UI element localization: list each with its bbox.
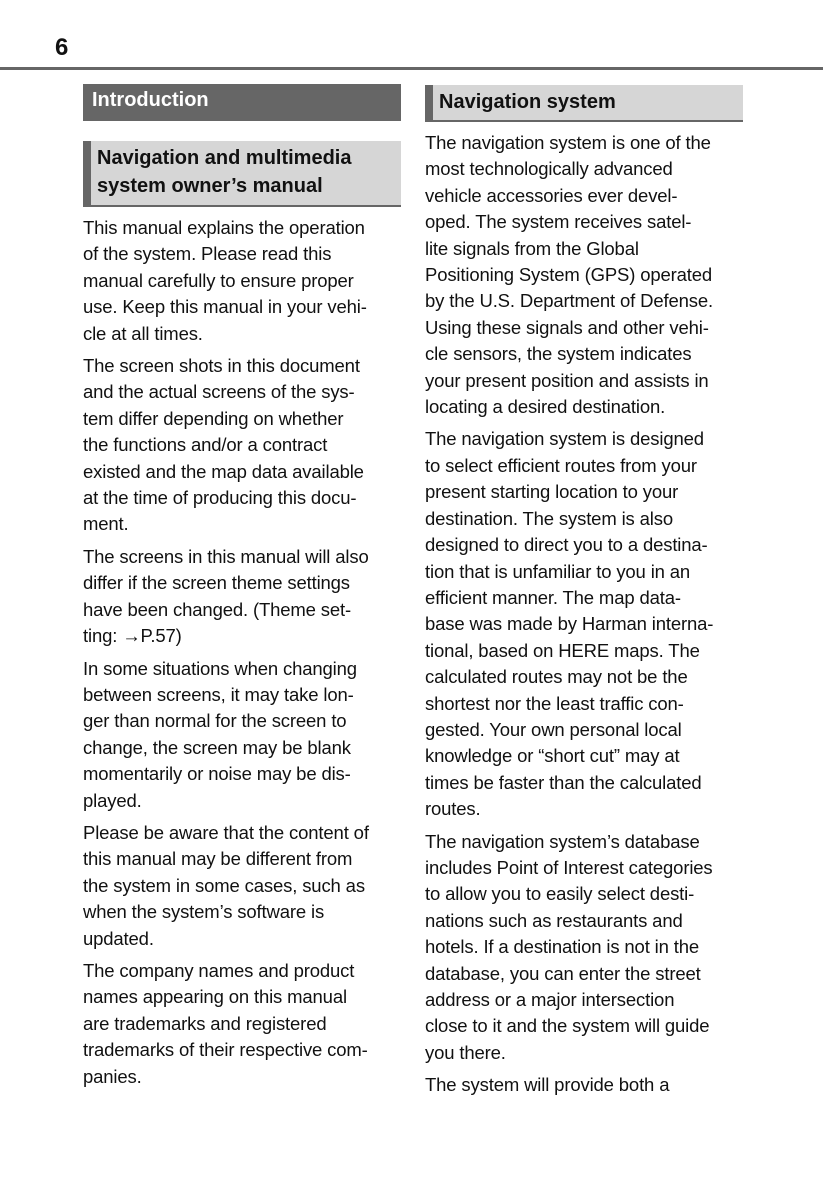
text-line: Please be aware that the content of	[83, 821, 369, 843]
text-line: most technologically advanced	[425, 158, 673, 180]
paragraph	[83, 353, 401, 538]
text-line: oped. The system receives satel-	[425, 211, 692, 233]
text-line: between screens, it may take lon-	[83, 683, 354, 705]
text-line: cle at all times.	[83, 322, 203, 344]
left-body-text	[83, 215, 401, 1090]
paragraph	[425, 426, 743, 822]
text-line: locating a desired destination.	[425, 396, 666, 418]
paragraph	[83, 656, 401, 814]
subsection-title-line: Navigation and multimedia	[97, 147, 352, 169]
paragraph	[83, 215, 401, 347]
text-line: times be faster than the calculated	[425, 771, 702, 793]
text-line: The navigation system is one of the	[425, 132, 711, 153]
paragraph	[83, 544, 401, 650]
text-line: to allow you to easily select desti-	[425, 883, 695, 905]
text-line: Positioning System (GPS) operated	[425, 264, 713, 286]
text-line: at the time of producing this docu-	[83, 487, 357, 509]
text-line: momentarily or noise may be dis-	[83, 763, 351, 785]
text-line: shortest nor the least traffic con-	[425, 692, 684, 714]
paragraph	[83, 820, 401, 952]
text-line: address or a major intersection	[425, 989, 675, 1010]
left-column	[83, 84, 401, 1090]
page-number: 6	[55, 34, 69, 61]
text-line: trademarks of their respective com-	[83, 1039, 368, 1061]
text-line: panies.	[83, 1065, 142, 1087]
text-line: The company names and product	[83, 959, 355, 981]
text-line: manual carefully to ensure proper	[83, 269, 354, 291]
text-line: have been changed. (Theme set-	[83, 598, 352, 620]
text-line: calculated routes may not be the	[425, 666, 688, 688]
text-line: are trademarks and registered	[83, 1012, 327, 1034]
text-line: nations such as restaurants and	[425, 909, 683, 931]
text-line: of the system. Please read this	[83, 243, 332, 265]
text-line: tional, based on HERE maps. The	[425, 639, 700, 661]
text-line: differ if the screen theme settings	[83, 572, 350, 594]
text-line: routes.	[425, 798, 481, 820]
text-line: updated.	[83, 927, 154, 949]
text-line: by the U.S. Department of Defense.	[425, 290, 713, 312]
text-line: names appearing on this manual	[83, 986, 347, 1008]
text-line: includes Point of Interest categories	[425, 856, 713, 878]
text-line: when the system’s software is	[83, 901, 325, 923]
text-line: your present position and assists in	[425, 369, 709, 391]
subsection-title-owners-manual	[83, 141, 401, 207]
text-line: Using these signals and other vehi-	[425, 316, 709, 338]
text-line: the system in some cases, such as	[83, 874, 365, 896]
section-title-navigation-system: Navigation system	[425, 85, 743, 122]
text-line: ment.	[83, 513, 129, 535]
text-line: lite signals from the Global	[425, 237, 639, 259]
text-line: knowledge or “short cut” may at	[425, 745, 680, 767]
header-rule	[0, 67, 823, 70]
text-line: base was made by Harman interna-	[425, 613, 714, 635]
text-line: this manual may be different from	[83, 848, 353, 870]
paragraph	[83, 958, 401, 1090]
text-line: tion that is unfamiliar to you in an	[425, 560, 691, 582]
text-line: The navigation system is designed	[425, 428, 704, 450]
text-line: ting: →P.57)	[83, 625, 182, 647]
text-line: the functions and/or a contract	[83, 434, 328, 456]
paragraph	[425, 829, 743, 1067]
subsection-title-line: system owner’s manual	[97, 175, 323, 197]
text-line: The system will provide both a	[425, 1074, 670, 1096]
paragraph	[425, 130, 743, 420]
text-line: The screen shots in this document	[83, 355, 360, 377]
text-line: vehicle accessories ever devel-	[425, 184, 678, 206]
paragraph	[425, 1072, 743, 1098]
text-line: close to it and the system will guide	[425, 1015, 710, 1037]
text-line: In some situations when changing	[83, 657, 357, 679]
text-line: cle sensors, the system indicates	[425, 343, 692, 365]
right-column	[425, 85, 743, 1099]
text-line: played.	[83, 789, 142, 811]
text-line: to select efficient routes from your	[425, 454, 697, 476]
text-line: and the actual screens of the sys-	[83, 381, 355, 403]
section-title-introduction: Introduction	[83, 84, 401, 121]
right-body-text	[425, 130, 743, 1099]
text-line: ger than normal for the screen to	[83, 710, 347, 732]
text-line: The screens in this manual will also	[83, 545, 369, 567]
text-line: present starting location to your	[425, 481, 679, 503]
text-line: This manual explains the operation	[83, 217, 365, 238]
text-line: tem differ depending on whether	[83, 407, 344, 429]
text-line: gested. Your own personal local	[425, 718, 682, 740]
text-line: change, the screen may be blank	[83, 736, 351, 758]
text-line: use. Keep this manual in your vehi-	[83, 296, 367, 318]
text-line: designed to direct you to a destina-	[425, 534, 708, 556]
text-line: The navigation system’s database	[425, 830, 700, 852]
text-line: database, you can enter the street	[425, 962, 701, 984]
text-line: destination. The system is also	[425, 507, 673, 529]
text-line: efficient manner. The map data-	[425, 586, 681, 608]
text-line: hotels. If a destination is not in the	[425, 936, 700, 958]
text-line: you there.	[425, 1041, 506, 1063]
text-line: existed and the map data available	[83, 460, 364, 482]
